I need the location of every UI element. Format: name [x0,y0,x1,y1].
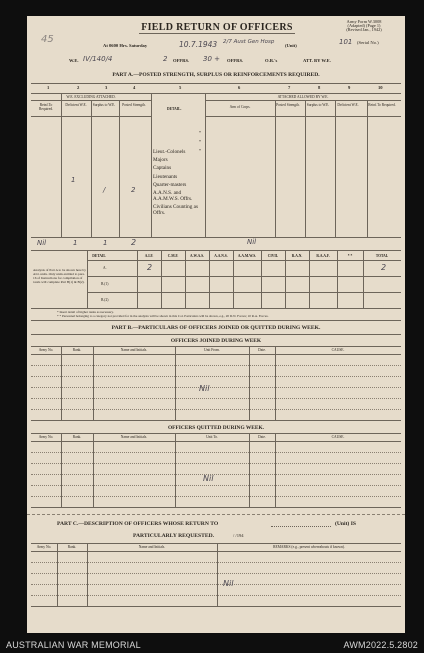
footer-attribution: AUSTRALIAN WAR MEMORIAL [6,640,141,650]
hdr-arm-of-corps: Arm of Corps. [229,105,251,109]
joined-hdr-name: Name and Initials. [120,348,148,352]
att-label: ATT. BY W.E. [303,58,331,63]
quitted-nil-value: Nil [203,474,214,483]
part-c-title: PART C.—DESCRIPTION OF OFFICERS WHOSE RETURN TO [57,521,219,527]
unit-label: (Unit) [285,43,297,48]
serial-value: 101 [339,38,353,46]
hdr-att-posted: Posted Strength. [276,103,300,107]
quitted-hdr-army-no: Army No. [38,435,54,439]
an-hdr-ran: R.A.N. [291,254,303,258]
col-num-10: 10 [378,85,383,90]
col-num-5: 5 [179,85,182,90]
hdr-att-deficient: Deficient W.E. [337,103,359,107]
hdr-att-surplus: Surplus to W.E. [306,103,330,107]
col-num-9: 9 [348,85,351,90]
quitted-hdr-name: Name and Initials. [120,435,148,439]
hdr-reinf-required: Reinf.To Required. [38,103,54,112]
hdr-deficient: Deficient W.E. [65,103,87,107]
army-form-label [327,20,401,33]
total-reinf-value: Nil [37,239,47,247]
col-num-1: 1 [47,85,50,90]
deficient-value: 1 [71,176,76,184]
quitted-hdr-cause: CAUSE. [331,435,345,439]
analysis-total-value: 2 [381,263,387,272]
unit-value: 2/7 Aust Gen Hosp [223,39,275,45]
joined-title: OFFICERS JOINED DURING WEEK [170,338,262,344]
quitted-hdr-unit-to: Unit To. [206,435,218,439]
an-hdr-aamws: A.A.M.W.S. [237,254,257,258]
footnote-categories: * * Personnel belonging to a category not provided for in the analysis will be shown in this Col. Particulars will be shown, e.g., 20 D.N. Forces; 10 R.A. Forces. [57,314,269,318]
quitted-hdr-date: Date. [258,435,266,439]
part-c-nil-value: Nil [223,579,234,588]
col-num-6: 6 [238,85,241,90]
an-hdr-detail: DETAIL [92,254,106,258]
joined-nil-value: Nil [199,384,210,393]
hdr-att-reinf: Reinf.To Required. [368,103,396,107]
army-form-number: Army Form W.3008 [346,19,382,24]
rank-lieutenants: Lieutenants [153,173,178,180]
rank-majors: Majors [153,157,168,164]
an-hdr-cmf: C.M.F. [167,254,179,258]
or-value: 30 + [203,55,220,63]
date-value: 10.7.1943 [179,40,218,49]
attached-nil-value: Nil [247,238,257,246]
joined-hdr-cause: CAUSE. [331,348,345,352]
joined-hdr-date: Date. [258,348,266,352]
offrs-label-2: OFFRS. [227,58,244,63]
part-c-unit-blank [271,526,331,527]
we-value: IV/140/4 [83,55,113,63]
or-label: O.R.'s [265,58,278,63]
detail-header: DETAIL. [167,107,182,111]
column-numbers [31,85,401,91]
joined-hdr-army-no: Army No. [38,348,54,352]
col-num-8: 8 [318,85,321,90]
an-hdr-raaf: R.A.A.F. [316,254,330,258]
hdr-surplus: Surplus to W.E. [92,103,116,107]
footnote-higher-ranks: * Insert detail of higher ranks as necessary. [57,310,114,314]
corner-mark: 45 [41,34,54,45]
quitted-title: OFFICERS QUITTED DURING WEEK. [167,425,265,431]
an-hdr-other: * * [347,254,353,258]
c-hdr-rank: Rank. [67,545,77,549]
form-title: FIELD RETURN OF OFFICERS [141,22,293,33]
an-row-b1: B.(1) [101,282,109,286]
analysis-note: Analysis of Part A to be shown here by ALL units. Only units entitled to para. 16 of Instructions for compilation of totals will complete Part B(1) & B(2). [33,268,86,284]
rank-quarter-masters: Quarter-masters [153,181,187,188]
rank-lieut-colonels: Lieut.-Colonels [153,149,186,155]
army-form-adapted: (Adapted) (Page 1) [347,23,381,29]
part-b-title: PART B.—PARTICULARS OF OFFICERS JOINED OR QUITTED DURING WEEK. [111,325,321,331]
analysis-aif-value: 2 [147,263,153,272]
an-row-a: A. [103,266,107,270]
total-surplus-value: 1 [103,239,108,247]
rank-captains: Captains [153,165,172,172]
we-label: W.E. [69,58,79,63]
surplus-value: / [103,186,106,194]
attached-allowed: ATTACHED ALLOWED BY W.E. [277,95,329,99]
part-c-date: / /194 [233,533,244,538]
col-num-7: 7 [288,85,291,90]
hdr-posted: Posted Strength. [122,103,146,107]
an-hdr-awas: A.W.A.S. [189,254,205,258]
an-hdr-aans: A.A.N.S. [214,254,228,258]
rank-list [153,148,205,216]
footer-accession-number: AWM2022.5.2802 [343,640,418,650]
we-excluding-attached: W.E. EXCLUDING ATTACHED. [66,95,116,99]
quitted-hdr-rank: Rank. [72,435,82,439]
c-hdr-remarks: REMARKS (e.g., present whereabouts if known). [273,545,345,549]
c-hdr-name: Name and Initials. [138,545,166,549]
total-posted-value: 2 [131,238,137,247]
serial-label: (Serial No.) [357,40,379,45]
col-num-4: 4 [133,85,136,90]
part-a-title: PART A.—POSTED STRENGTH, SURPLUS OR REINFORCEMENTS REQUIRED. [112,72,320,78]
c-hdr-army-no: Army No. [36,545,52,549]
rank-aans: A.A.N.S. and A.A.M.W.S. Offrs. [153,190,193,202]
posted-value: 2 [131,186,136,194]
total-deficient-value: 1 [73,239,78,247]
part-c-requested: PARTICULARLY REQUESTED. [133,533,215,539]
an-hdr-total: TOTAL [375,254,389,258]
rank-civilians: Civilians Counting as Offrs. [153,204,198,216]
joined-hdr-unit-from: Unit From. [204,348,220,352]
an-hdr-civil: CIVIL [267,254,279,258]
offrs-value: 2 [163,55,168,63]
form-sheet [27,16,405,633]
part-c-unit-is: (Unit) IS [335,521,356,527]
rank-asterisks: * * * [199,130,201,153]
army-form-revised: (Revised Jan., 1942) [346,27,382,33]
offrs-label: OFFRS. [173,58,190,63]
joined-hdr-rank: Rank. [72,348,82,352]
col-num-3: 3 [105,85,108,90]
at-hours-label: At 0600 Hrs. Saturday [103,43,148,48]
an-hdr-aif: A.I.F. [144,254,154,258]
col-num-2: 2 [77,85,80,90]
an-row-b2: B.(2) [101,298,109,302]
